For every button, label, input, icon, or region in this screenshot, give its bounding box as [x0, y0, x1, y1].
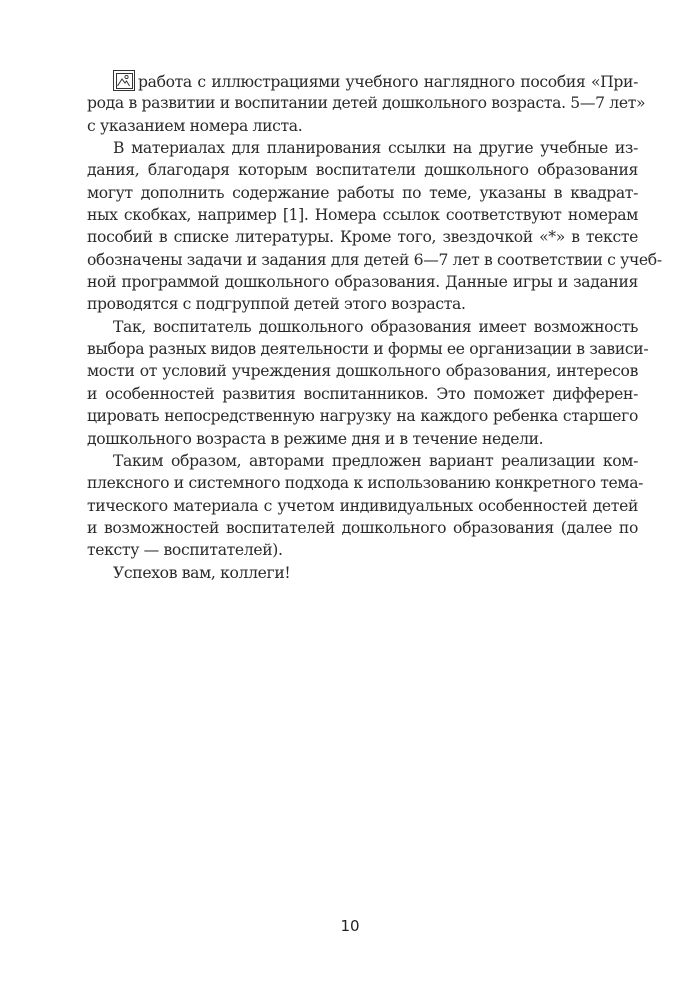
text-line: плексного и системного подхода к использованию конкретного тема-	[87, 474, 644, 493]
paragraph-conclusion	[87, 450, 644, 562]
text-line: и особенностей развития воспитанников. Это поможет дифферен-	[87, 384, 638, 403]
text-line: Таким образом, авторами предложен вариант реализации ком-	[113, 451, 638, 470]
text-line: тексту — воспитателей).	[87, 541, 283, 560]
text-line: рода в развитии и воспитании детей дошкольного возраста. 5—7 лет»	[87, 94, 646, 113]
text-line: с указанием номера листа.	[87, 116, 303, 135]
text-line: пособий в списке литературы. Кроме того, звездочкой «*» в тексте	[87, 228, 638, 247]
text-line: проводятся с подгруппой детей этого возраста.	[87, 295, 466, 314]
text-line: могут дополнить содержание работы по теме, указаны в квадрат-	[87, 183, 638, 202]
text-line: ной программой дошкольного образования. Данные игры и задания	[87, 273, 638, 292]
text-line: дошкольного возраста в режиме дня и в течение недели.	[87, 429, 544, 448]
text-line: тического материала с учетом индивидуальных особенностей детей	[87, 496, 638, 515]
text-line: цировать непосредственную нагрузку на каждого ребенка старшего	[87, 407, 638, 426]
text-line: ных скобках, например [1]. Номера ссылок соответствуют номерам	[87, 206, 638, 225]
text-line: Так, воспитатель дошкольного образования имеет возможность	[113, 317, 638, 336]
text-line: работа с иллюстрациями учебного наглядного пособия «При-	[87, 70, 638, 92]
page-number: 10	[340, 917, 360, 935]
illustration-icon	[113, 70, 135, 91]
text-line: В материалах для планирования ссылки на другие учебные из-	[113, 139, 638, 158]
paragraph-illustrations	[87, 70, 646, 137]
text-line: обозначены задачи и задания для детей 6—7 лет в соответствии с учеб-	[87, 250, 662, 269]
text-line: Успехов вам, коллеги!	[113, 563, 291, 582]
text-line: дания, благодаря которым воспитатели дошкольного образования	[87, 161, 638, 180]
text-line: выбора разных видов деятельности и формы ее организации в зависи-	[87, 340, 649, 359]
paragraph-activities	[87, 316, 649, 450]
paragraph-closing	[87, 562, 638, 584]
text-line: и возможностей воспитателей дошкольного образования (далее по	[87, 518, 638, 537]
paragraph-references	[87, 137, 662, 316]
text-line: мости от условий учреждения дошкольного образования, интересов	[87, 362, 638, 381]
page-body	[87, 70, 662, 584]
